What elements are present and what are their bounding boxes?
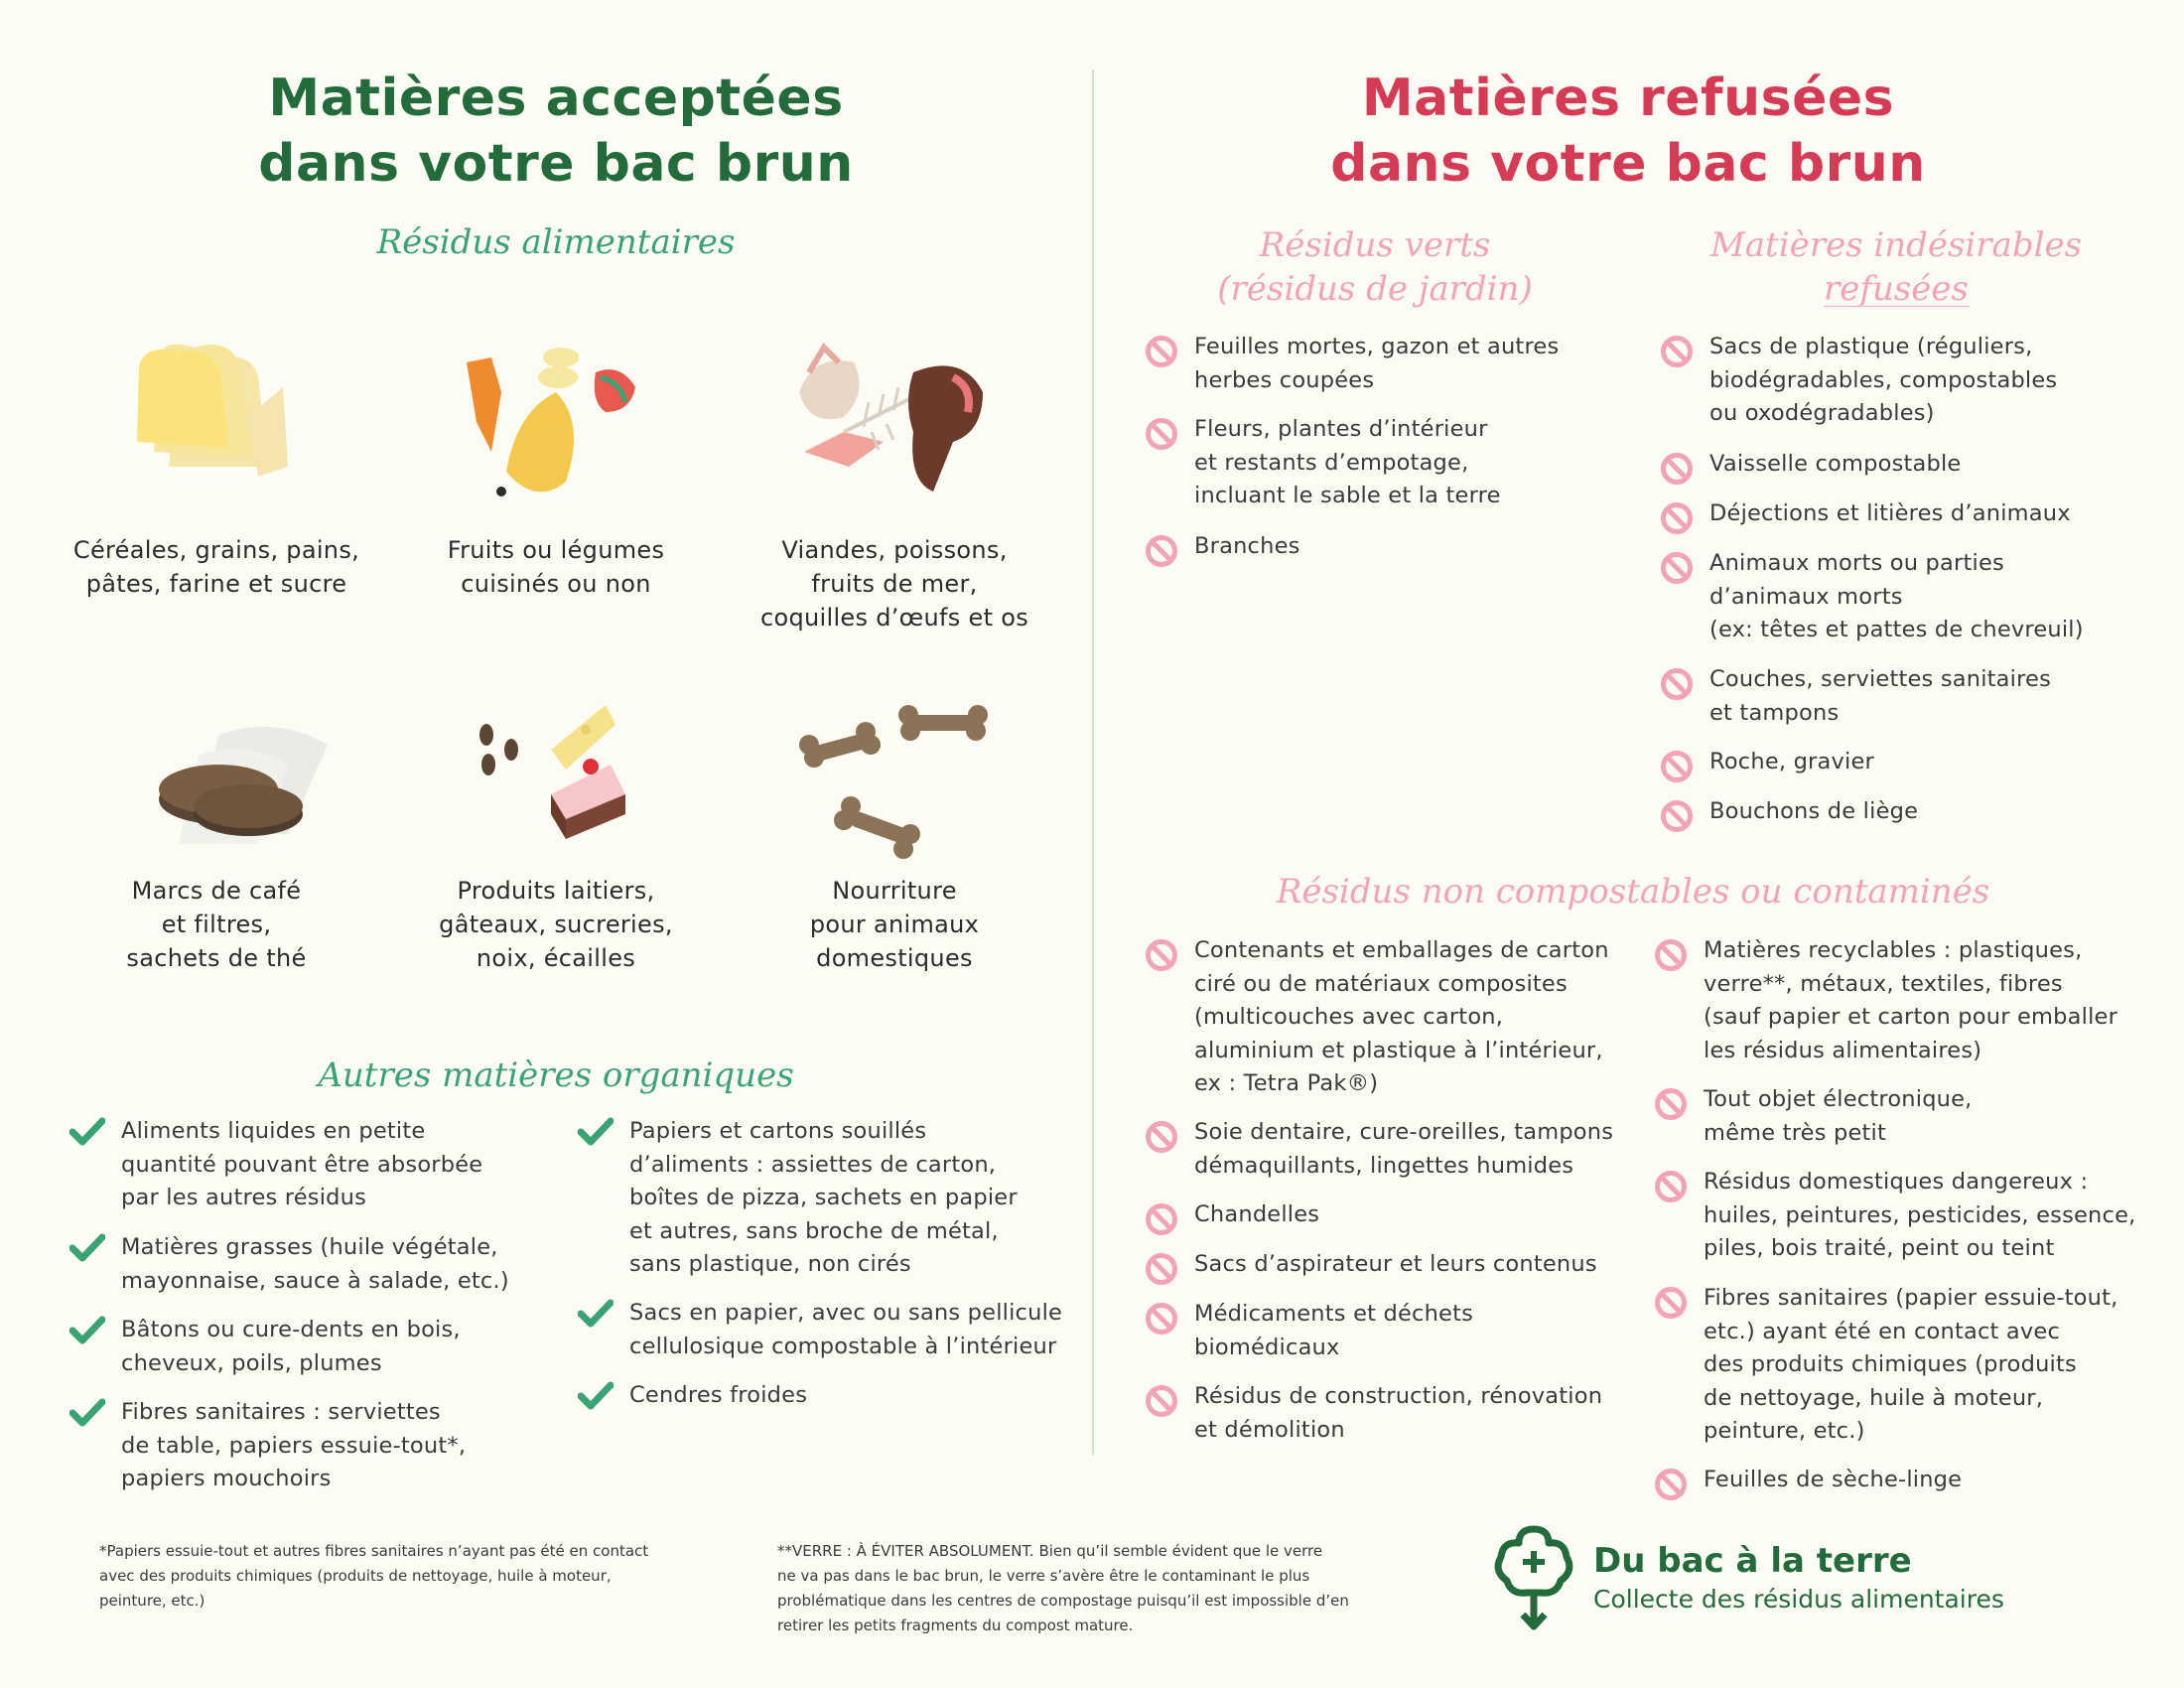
refused-contaminated-item — [1194, 1298, 1631, 1364]
coffee-filter-icon — [139, 705, 357, 884]
refused-title-line2: dans votre bac brun — [1330, 134, 1926, 194]
accepted-other-item-label: Matières grasses (huile végétale, mayonnaise, sauce à salade, etc.) — [121, 1234, 509, 1294]
accepted-other-item-label: Bâtons ou cure-dents en bois, cheveux, poils, plumes — [121, 1317, 461, 1376]
food-caption-pet-food: Nourriture pour animaux domestiques — [809, 877, 980, 972]
refused-contaminated-item-label: Soie dentaire, cure-oreilles, tampons démaquillants, lingettes humides — [1194, 1119, 1614, 1179]
refused-green-item — [1194, 530, 1631, 564]
prohibited-icon — [1654, 1087, 1688, 1121]
accepted-other-item-label: Fibres sanitaires : serviettes de table, papiers essuie-tout*, papiers mouchoirs — [121, 1399, 467, 1491]
green-residues-heading-line2: (résidus de jardin) — [1217, 269, 1533, 309]
refused-undesirable-item — [1709, 331, 2136, 431]
prohibited-icon — [1145, 1302, 1178, 1336]
prohibited-icon — [1660, 452, 1694, 486]
refused-undesirable-item — [1709, 448, 2136, 482]
prohibited-icon — [1660, 551, 1694, 585]
brand-tagline: Collecte des résidus alimentaires — [1593, 1585, 2004, 1614]
refused-contaminated-item — [1704, 1282, 2140, 1449]
prohibited-icon — [1660, 501, 1694, 535]
refused-contaminated-item-label: Résidus de construction, rénovation et démolition — [1194, 1383, 1603, 1443]
tree-logo-icon — [1487, 1521, 1580, 1632]
refused-undesirable-item — [1709, 795, 2136, 829]
brand-name: Du bac à la terre — [1593, 1541, 1912, 1581]
footnote-paper-towels: *Papiers essuie-tout et autres fibres sanitaires n’ayant pas été en contact avec des produits chimiques (produits de nettoyage, huile à moteur, peinture, etc.) — [99, 1542, 649, 1610]
food-caption-coffee: Marcs de café et filtres, sachets de thé — [126, 877, 307, 972]
accepted-other-item — [121, 1231, 538, 1298]
refused-contaminated-item — [1194, 1248, 1631, 1282]
refused-contaminated-item — [1194, 1116, 1631, 1183]
pet-food-icon — [789, 695, 1008, 874]
refused-contaminated-item-label: Contenants et emballages de carton ciré ou de matériaux composites (multicouches avec carton, aluminium et plastique à l’intérieur, ex : Tetra Pak®) — [1194, 937, 1609, 1096]
bread-icon — [109, 318, 328, 496]
refused-title-line1: Matières refusées — [1361, 69, 1895, 128]
prohibited-icon — [1660, 799, 1694, 833]
check-icon — [578, 1299, 614, 1329]
refused-contaminated-item — [1194, 1198, 1631, 1232]
accepted-other-item-label: Sacs en papier, avec ou sans pellicule cellulosique compostable à l’intérieur — [629, 1300, 1063, 1359]
refused-green-item — [1194, 413, 1631, 513]
prohibited-icon — [1145, 1252, 1178, 1286]
refused-contaminated-item-label: Chandelles — [1194, 1201, 1320, 1227]
refused-undesirable-item-label: Bouchons de liège — [1709, 798, 1919, 824]
refused-contaminated-item — [1194, 1380, 1631, 1447]
prohibited-icon — [1654, 1170, 1688, 1203]
refused-contaminated-item-label: Matières recyclables : plastiques, verre**, métaux, textiles, fibres (sauf papier et carton pour emballer les résidus alimentaires) — [1704, 937, 2118, 1063]
accepted-other-item — [121, 1396, 538, 1496]
undesirable-heading-line2: refusées — [1824, 269, 1969, 309]
refused-contaminated-item-label: Fibres sanitaires (papier essuie-tout, etc.) ayant été en contact avec des produits chimiques (produits de nettoyage, huile à moteur, peinture, etc.) — [1704, 1285, 2118, 1444]
food-caption-cereals: Céréales, grains, pains, pâtes, farine et sucre — [72, 536, 360, 598]
refused-undesirable-item-label: Vaisselle compostable — [1709, 451, 1962, 477]
fruit-vegetable-icon — [447, 333, 665, 511]
food-caption-fruits: Fruits ou légumes cuisinés ou non — [447, 536, 665, 598]
refused-contaminated-item-label: Tout objet électronique, même très petit — [1704, 1086, 1973, 1146]
refused-contaminated-item-label: Médicaments et déchets biomédicaux — [1194, 1301, 1474, 1360]
food-caption-dairy: Produits laitiers, gâteaux, sucreries, noix, écailles — [439, 877, 673, 972]
accepted-other-item — [629, 1379, 1086, 1413]
prohibited-icon — [1654, 938, 1688, 972]
check-icon — [69, 1316, 105, 1345]
accepted-other-item — [121, 1314, 538, 1380]
refused-undesirable-item-label: Déjections et litières d’animaux — [1709, 500, 2071, 526]
refused-contaminated-item — [1704, 1464, 2140, 1497]
prohibited-icon — [1654, 1286, 1688, 1320]
dairy-cake-icon — [457, 695, 675, 874]
prohibited-icon — [1145, 534, 1178, 568]
refused-undesirable-item-label: Animaux morts ou parties d’animaux morts (ex: têtes et pattes de chevreuil) — [1709, 550, 2084, 642]
food-caption-meats: Viandes, poissons, fruits de mer, coquilles d’œufs et os — [759, 536, 1029, 632]
refused-contaminated-item-label: Sacs d’aspirateur et leurs contenus — [1194, 1251, 1597, 1277]
prohibited-icon — [1145, 1384, 1178, 1418]
food-residues-heading: Résidus alimentaires — [376, 222, 736, 262]
refused-undesirable-item — [1709, 746, 2136, 779]
check-icon — [578, 1117, 614, 1147]
accepted-other-item — [629, 1297, 1086, 1363]
check-icon — [69, 1117, 105, 1147]
refused-undesirable-item — [1709, 547, 2136, 647]
refused-green-item — [1194, 331, 1631, 397]
accepted-title-line2: dans votre bac brun — [258, 134, 854, 194]
prohibited-icon — [1660, 335, 1694, 368]
refused-undesirable-item — [1709, 497, 2136, 531]
accepted-other-item-label: Aliments liquides en petite quantité pouvant être absorbée par les autres résidus — [121, 1118, 483, 1210]
refused-contaminated-item — [1704, 934, 2140, 1067]
check-icon — [578, 1381, 614, 1411]
prohibited-icon — [1660, 750, 1694, 783]
green-residues-heading — [1122, 223, 1628, 311]
undesirable-heading — [1668, 223, 2124, 311]
refused-contaminated-item — [1194, 934, 1631, 1101]
refused-undesirable-item — [1709, 663, 2136, 730]
footnote-glass: **VERRE : À ÉVITER ABSOLUMENT. Bien qu’il semble évident que le verre ne va pas dans le bac brun, le verre s’avère être le contaminant le plus problématique dans les centres de compostage puisqu’il est impossible d’en retirer les petits fragments du compost mature. — [777, 1542, 1349, 1634]
refused-green-item-label: Fleurs, plantes d’intérieur et restants d’empotage, incluant le sable et la terre — [1194, 416, 1501, 508]
refused-green-item-label: Branches — [1194, 533, 1300, 559]
refused-title — [1221, 66, 2035, 197]
refused-contaminated-item — [1704, 1083, 2140, 1150]
refused-contaminated-item — [1704, 1166, 2140, 1266]
column-divider — [1092, 70, 1094, 1455]
accepted-title — [149, 66, 963, 197]
accepted-other-item — [121, 1115, 538, 1215]
refused-contaminated-item-label: Résidus domestiques dangereux : huiles, peintures, pesticides, essence, piles, bois traité, peint ou teint — [1704, 1169, 2136, 1261]
accepted-other-item-label: Papiers et cartons souillés d’aliments : assiettes de carton, boîtes de pizza, sachets en papier et autres, sans broche de métal, sans plastique, non cirés — [629, 1118, 1018, 1277]
undesirable-heading-line1: Matières indésirables — [1709, 225, 2083, 265]
refused-undesirable-item-label: Couches, serviettes sanitaires et tampons — [1709, 666, 2052, 726]
accepted-other-item — [629, 1115, 1086, 1282]
accepted-title-line1: Matières acceptées — [268, 69, 844, 128]
green-residues-heading-line1: Résidus verts — [1259, 225, 1491, 265]
prohibited-icon — [1145, 1202, 1178, 1236]
prohibited-icon — [1145, 1120, 1178, 1154]
contaminated-heading: Résidus non compostables ou contaminés — [1276, 872, 1990, 912]
refused-contaminated-item-label: Feuilles de sèche-linge — [1704, 1467, 1963, 1492]
prohibited-icon — [1145, 335, 1178, 368]
meat-fish-icon — [784, 333, 1003, 511]
check-icon — [69, 1398, 105, 1428]
prohibited-icon — [1654, 1468, 1688, 1501]
prohibited-icon — [1145, 938, 1178, 972]
prohibited-icon — [1145, 417, 1178, 451]
refused-undesirable-item-label: Sacs de plastique (réguliers, biodégradables, compostables ou oxodégradables) — [1709, 334, 2058, 426]
prohibited-icon — [1660, 667, 1694, 701]
refused-undesirable-item-label: Roche, gravier — [1709, 749, 1874, 774]
other-organic-heading: Autres matières organiques — [318, 1055, 794, 1095]
refused-green-item-label: Feuilles mortes, gazon et autres herbes coupées — [1194, 334, 1560, 393]
accepted-other-item-label: Cendres froides — [629, 1382, 808, 1408]
check-icon — [69, 1233, 105, 1263]
